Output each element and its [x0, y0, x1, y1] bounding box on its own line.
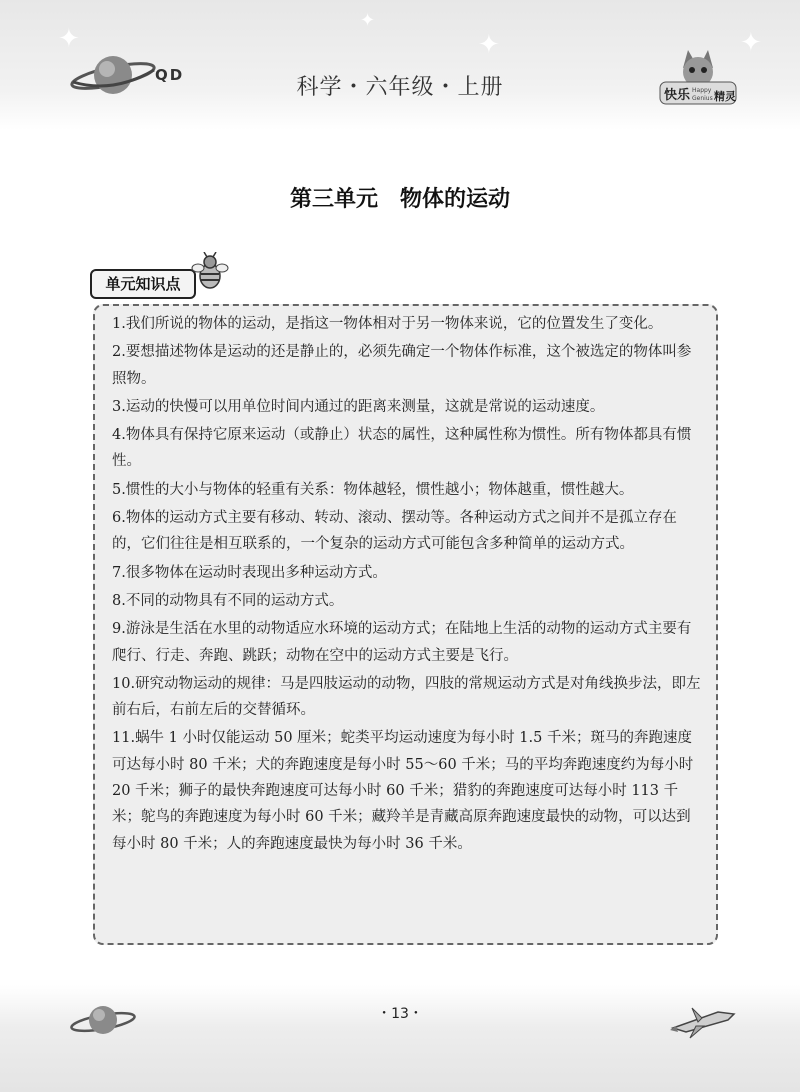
item-text: 很多物体在运动时表现出多种运动方式。	[125, 564, 387, 581]
item-number: 10.	[112, 675, 136, 692]
page-number: ・13・	[377, 1006, 423, 1022]
space-shuttle-icon	[668, 1000, 738, 1040]
item-number: 9.	[112, 621, 126, 638]
list-item	[112, 560, 704, 586]
item-text: 物体的运动方式主要有移动、转动、滚动、摆动等。各种运动方式之间并不是孤立存在的，它们往往是相互联系的，一个复杂的运动方式可能包含多种简单的运动方式。	[112, 510, 677, 553]
item-number: 11.	[112, 730, 136, 747]
list-item	[112, 616, 704, 669]
item-number: 3.	[112, 398, 126, 415]
header-code: QD	[155, 66, 185, 84]
sparkle-icon: ✦	[478, 30, 500, 60]
svg-text:Genius: Genius	[692, 95, 713, 102]
sparkle-icon: ✦	[360, 10, 376, 31]
knowledge-list	[112, 311, 704, 859]
unit-title: 第三单元 物体的运动	[289, 186, 510, 212]
item-number: 5.	[112, 481, 126, 498]
item-text: 要想描述物体是运动的还是静止的，必须先确定一个物体作标准，这个被选定的物体叫参照物。	[112, 344, 692, 387]
bee-icon	[190, 252, 230, 292]
list-item	[112, 394, 704, 420]
list-item	[112, 505, 704, 558]
item-text: 物体具有保持它原来运动（或静止）状态的属性，这种属性称为惯性。所有物体都具有惯性。	[112, 427, 692, 470]
item-number: 2.	[112, 344, 126, 361]
list-item	[112, 339, 704, 392]
section-badge: 单元知识点	[90, 269, 196, 299]
item-number: 8.	[112, 592, 126, 609]
item-text: 我们所说的物体的运动，是指这一物体相对于另一物体来说，它的位置发生了变化。	[125, 316, 663, 332]
item-number: 1.	[112, 316, 126, 332]
list-item	[112, 477, 704, 503]
item-text: 惯性的大小与物体的轻重有关系：物体越轻，惯性越小；物体越重，惯性越大。	[125, 481, 634, 498]
item-text: 游泳是生活在水里的动物适应水环境的运动方式；在陆地上生活的动物的运动方式主要有爬行、行走、奔跑、跳跃；动物在空中的运动方式主要是飞行。	[112, 621, 692, 664]
item-number: 4.	[112, 427, 126, 444]
item-number: 7.	[112, 564, 126, 581]
item-text: 研究动物运动的规律：马是四肢运动的动物，四肢的常规运动方式是对角线换步法，即左前右后，右前左后的交替循环。	[112, 675, 701, 719]
list-item	[112, 725, 704, 856]
sparkle-icon: ✦	[740, 28, 762, 58]
list-item	[112, 671, 704, 724]
list-item	[112, 588, 704, 614]
list-item	[112, 311, 704, 337]
svg-text:精灵: 精灵	[714, 90, 736, 103]
mascot-logo	[658, 48, 738, 108]
item-text: 不同的动物具有不同的运动方式。	[125, 592, 344, 609]
list-item	[112, 422, 704, 475]
svg-text:Happy: Happy	[692, 87, 712, 94]
item-text: 运动的快慢可以用单位时间内通过的距离来测量，这就是常说的运动速度。	[125, 398, 605, 415]
item-number: 6.	[112, 510, 126, 527]
item-text: 蜗牛 1 小时仅能运动 50 厘米；蛇类平均运动速度为每小时 1.5 千米；斑马的奔跑速度可达每小时 80 千米；犬的奔跑速度是每小时 55～60 千米；马的平均奔跑速度约为每小时 20 千米；狮子的最快奔跑速度可达每小时 60 千米；猎豹的奔跑速度可达每小时 113 千米；鸵鸟的奔跑速度为每小时 60 千米；藏羚羊是青藏高原奔跑速度最快的动物，可以达到每小时 80 千米；人的奔跑速度最快为每小时 36 千米。	[112, 730, 694, 852]
header-title: 科学・六年级・上册	[296, 75, 504, 100]
sparkle-icon: ✦	[58, 24, 80, 54]
svg-text:快乐: 快乐	[664, 88, 691, 103]
